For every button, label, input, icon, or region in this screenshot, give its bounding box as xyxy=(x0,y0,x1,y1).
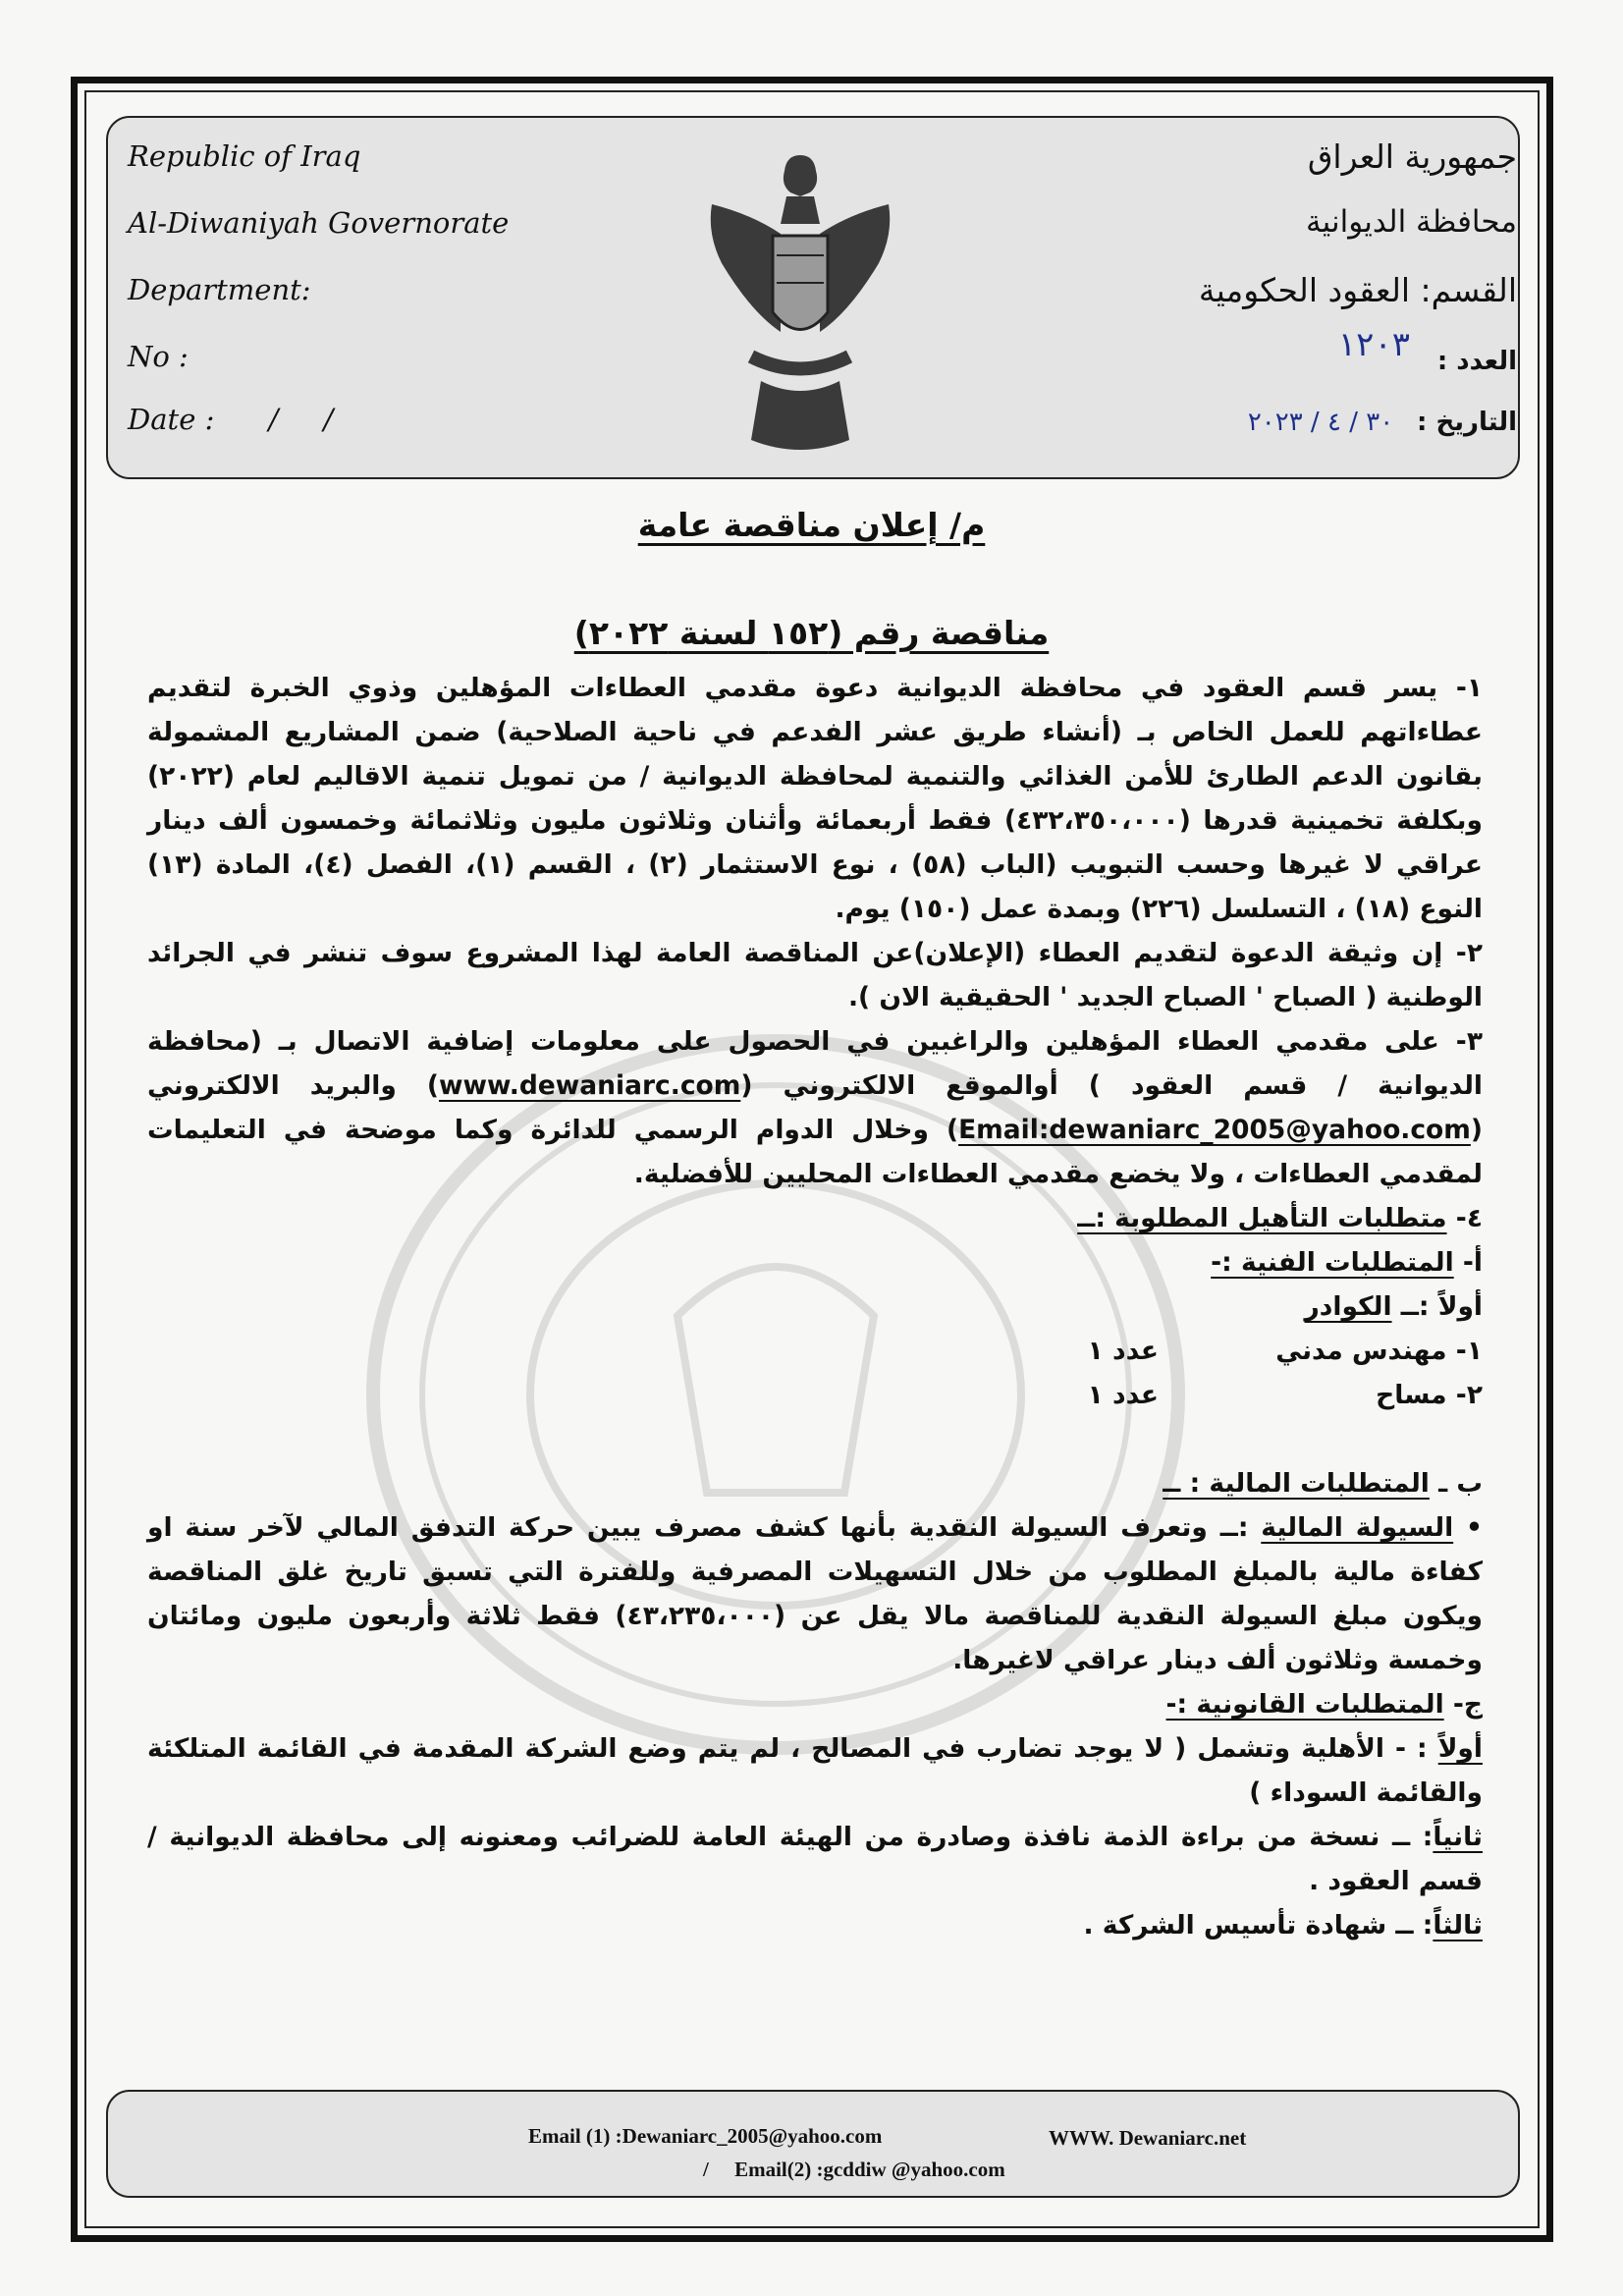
ar-governorate: محافظة الديوانية xyxy=(1306,204,1517,240)
website-link[interactable]: www.dewaniarc.com xyxy=(439,1070,741,1101)
staff-count: عدد ١ xyxy=(1087,1336,1159,1366)
liquidity-paragraph: • السيولة المالية :ــ وتعرف السيولة النقدية بأنها كشف مصرف يبين حركة التدفق المالي لآخر سنة او كفاءة مالية بالمبلغ المطلوب من خلال التسهيلات المصرفية وللفترة التي تسبق تاريخ غلق المناقصة ويكون مبلغ السيولة النقدية للمناقصة مالا يقل عن (٤٣،٢٣٥،٠٠٠) فقط ثلاثة وأربعون مليون ومائتان وخمسة وثلاثون ألف دينار عراقي لاغيرها. xyxy=(147,1512,1483,1675)
announcement-body xyxy=(147,666,1483,1947)
announcement-title: م/ إعلان مناقصة عامة xyxy=(637,506,986,544)
staff-heading: أولاً :ــ الكوادر xyxy=(1304,1291,1483,1322)
en-number: No : xyxy=(128,340,189,373)
ar-number-label: العدد : xyxy=(1436,347,1517,376)
footer-email-1: Email (1) :Dewaniarc_2005@yahoo.com xyxy=(528,2124,883,2148)
legal-item-3: ثالثاً: ــ شهادة تأسيس الشركة . xyxy=(1083,1910,1483,1941)
staff-role: ١- مهندس مدني xyxy=(1275,1336,1483,1366)
en-department: Department: xyxy=(128,273,311,306)
paragraph-3: ٣- على مقدمي العطاء المؤهلين والراغبين في الحصول على معلومات إضافية الاتصال بـ (محافظة الديوانية / قسم العقود ) أوالموقع الالكتروني (www.dewaniarc.com) والبريد الالكتروني (Email:dewaniarc_2005@yahoo.com) وخلال الدوام الرسمي للدائرة وكما موضحة في التعليمات لمقدمي العطاءات ، ولا يخضع مقدمي العطاءات المحليين للأفضلية. xyxy=(147,1026,1484,1189)
iraq-eagle-emblem xyxy=(692,145,908,460)
financial-requirements-heading: ب ـ المتطلبات المالية : ــ xyxy=(1163,1468,1483,1499)
en-governorate: Al-Diwaniyah Governorate xyxy=(128,206,510,240)
legal-item-1: أولاً : - الأهلية وتشمل ( لا يوجد تضارب في المصالح ، لم يتم وضع الشركة المقدمة في القائمة المتلكئة والقائمة السوداء ) xyxy=(147,1733,1483,1808)
staff-row xyxy=(147,1329,1483,1373)
ar-date-value: ٣٠ / ٤ / ٢٠٢٣ xyxy=(1247,408,1394,437)
ar-date-row xyxy=(1248,403,1517,438)
ar-number-value: ١٢٠٣ xyxy=(1337,325,1410,364)
email-link[interactable]: Email:dewaniarc_2005@yahoo.com xyxy=(958,1115,1471,1145)
section-4-heading: ٤- متطلبات التأهيل المطلوبة :ــ xyxy=(1077,1203,1483,1233)
staff-role: ٢- مساح xyxy=(1376,1380,1483,1410)
footer-website: WWW. Dewaniarc.net xyxy=(1049,2126,1247,2150)
technical-requirements-heading: أ- المتطلبات الفنية :- xyxy=(1211,1247,1483,1278)
legal-item-2: ثانياً: ــ نسخة من براءة الذمة نافذة وصادرة من الهيئة العامة للضرائب ومعنونه إلى محافظة الديوانية / قسم العقود . xyxy=(147,1822,1483,1896)
staff-row xyxy=(147,1373,1483,1417)
paragraph-2: ٢- إن وثيقة الدعوة لتقديم العطاء (الإعلان)عن المناقصة العامة لهذا المشروع سوف تنشر في الجرائد الوطنية ( الصباح ' الصباح الجديد ' الحقيقية الان ). xyxy=(147,938,1483,1012)
footer-email-2: / Email(2) :gcddiw @yahoo.com xyxy=(703,2158,1005,2181)
en-date: Date : / / xyxy=(128,403,334,436)
paragraph-1: ١- يسر قسم العقود في محافظة الديوانية دعوة مقدمي العطاءات المؤهلين وذوي الخبرة لتقديم عطاءاتهم للعمل الخاص بـ (أنشاء طريق عشر الفدعم في ناحية الصلاحية) ضمن المشاريع المشمولة بقانون الدعم الطارئ للأمن الغذائي والتنمية لمحافظة الديوانية / من تمويل تنمية الاقاليم لعام (٢٠٢٢) وبكلفة تخمينية قدرها (٤٣٢،٣٥٠،٠٠٠) فقط أربعمائة وأثنان وثلاثون مليون وثلاثمائة وخمسون ألف دينار عراقي لا غيرها وحسب التبويب (الباب (٥٨) ، نوع الاستثمار (٢) ، القسم (١)، الفصل (٤)، المادة (١٣) النوع (١٨) ، التسلسل (٢٢٦) وبمدة عمل (١٥٠) يوم. xyxy=(147,673,1483,924)
ar-country: جمهورية العراق xyxy=(1307,137,1517,176)
legal-requirements-heading: ج- المتطلبات القانونية :- xyxy=(1165,1689,1483,1720)
ar-date-label: التاريخ : xyxy=(1417,408,1517,437)
staff-count: عدد ١ xyxy=(1087,1380,1159,1410)
ar-department: القسم: العقود الحكومية xyxy=(1198,271,1517,309)
ar-number-row xyxy=(1337,325,1517,378)
en-country: Republic of Iraq xyxy=(128,139,361,173)
tender-number-title: مناقصة رقم (١٥٢ لسنة ٢٠٢٢) xyxy=(573,614,1050,652)
